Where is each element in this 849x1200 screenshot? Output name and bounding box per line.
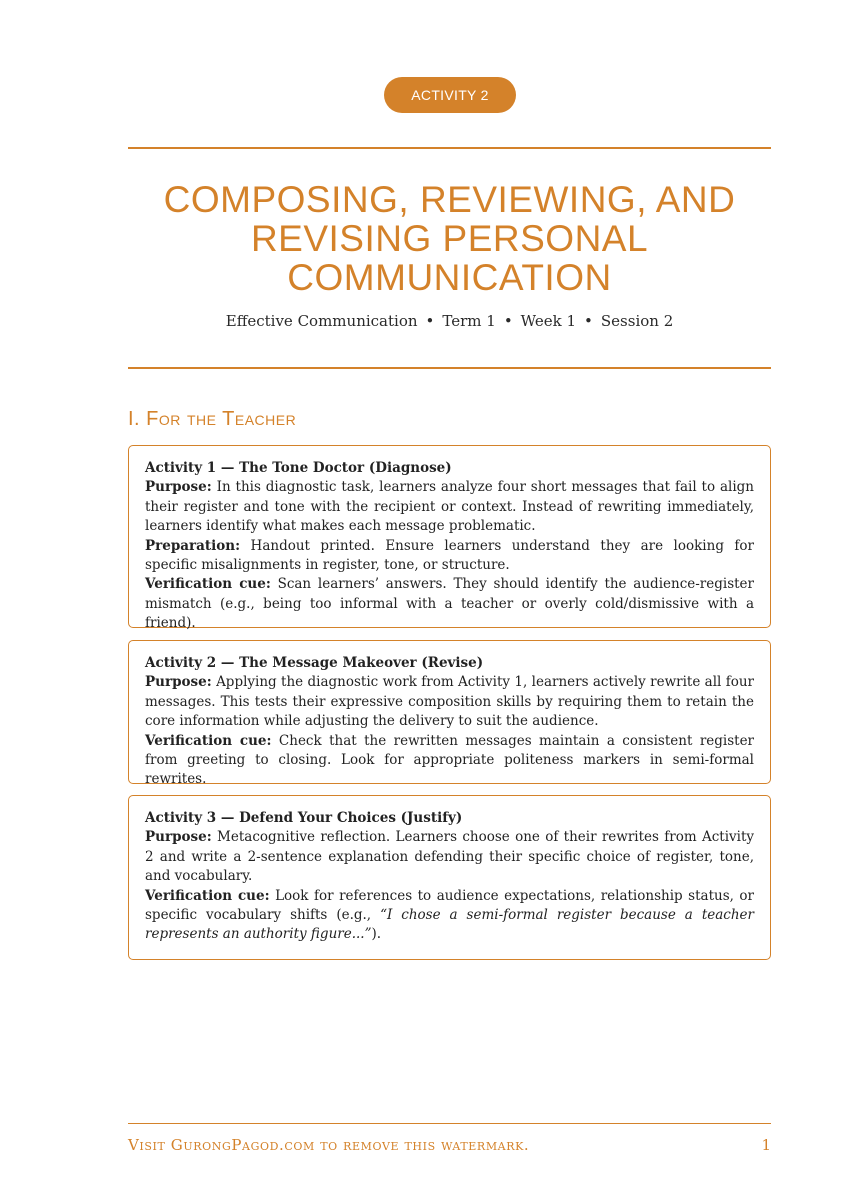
page-title: COMPOSING, REVIEWING, AND REVISING PERSONAL COMMUNICATION [163, 179, 736, 298]
verification-text-end: ). [371, 926, 382, 943]
subtitle-separator: • [425, 312, 435, 330]
purpose-label: Purpose: [145, 479, 212, 496]
verification-label: Verification cue: [145, 732, 272, 749]
section-heading: I. For the Teacher [128, 408, 297, 430]
activity-verification [145, 575, 754, 633]
preparation-text: Handout printed. Ensure learners understand they are looking for specific misalignments in register, tone, or structure. [145, 537, 754, 574]
purpose-text: In this diagnostic task, learners analyze four short messages that fail to align their register and tone with the recipient or context. Instead of rewriting immediately, learners identify what makes each message problematic. [145, 479, 754, 535]
subtitle-term: Term 1 [442, 312, 496, 330]
activity-purpose [145, 478, 754, 536]
verification-label: Verification cue: [145, 887, 270, 904]
activity-preparation [145, 537, 754, 576]
activity-card-2 [128, 640, 771, 788]
preparation-label: Preparation: [145, 537, 241, 554]
page-subtitle [128, 312, 771, 330]
purpose-text: Applying the diagnostic work from Activity 1, learners actively rewrite all four messages. This tests their expressive composition skills by requiring them to retain the core information while adjusting the delivery to suit the audience. [145, 674, 754, 730]
footer-watermark: Visit GurongPagod.com to remove this watermark. [128, 1136, 530, 1154]
activity-title: Activity 2 — The Message Makeover (Revise) [145, 655, 484, 671]
activity-badge-label: ACTIVITY 2 [411, 87, 489, 103]
verification-quote: “I chose a semi-formal register because a teacher represents an authority figure...” [145, 907, 754, 943]
activity-title: Activity 1 — The Tone Doctor (Diagnose) [145, 460, 452, 476]
activity-verification [145, 732, 754, 790]
top-divider [128, 147, 771, 149]
activity-purpose [145, 828, 754, 886]
activity-title: Activity 3 — Defend Your Choices (Justify) [145, 810, 463, 826]
header-divider [128, 367, 771, 369]
activity-badge [384, 77, 516, 113]
footer-divider [128, 1123, 771, 1124]
verification-text-start: Look for references to audience expectations, relationship status, or specific vocabulary shifts (e.g., [145, 887, 754, 924]
activity-verification [145, 887, 754, 945]
page-number: 1 [761, 1136, 771, 1154]
purpose-label: Purpose: [145, 829, 212, 846]
subtitle-separator: • [584, 312, 593, 330]
subtitle-separator: • [503, 312, 513, 330]
activity-purpose [145, 673, 754, 731]
purpose-text: Metacognitive reflection. Learners choose one of their rewrites from Activity 2 and write a 2-sentence explanation defending their specific choice of register, tone, and vocabulary. [145, 829, 755, 885]
subtitle-course: Effective Communication [225, 312, 418, 330]
purpose-label: Purpose: [145, 674, 212, 691]
subtitle-week: Week 1 [520, 312, 577, 330]
verification-text: Check that the rewritten messages maintain a consistent register from greeting to closing. Look for appropriate politeness markers in semi-formal rewrites. [145, 732, 755, 788]
activity-card-3 [128, 795, 771, 960]
activity-card-1 [128, 445, 771, 632]
verification-text: Scan learners’ answers. They should identify the audience-register mismatch (e.g., being too informal with a teacher or overly cold/dismissive with a friend). [145, 576, 755, 632]
subtitle-session: Session 2 [600, 312, 674, 330]
verification-label: Verification cue: [145, 576, 271, 593]
